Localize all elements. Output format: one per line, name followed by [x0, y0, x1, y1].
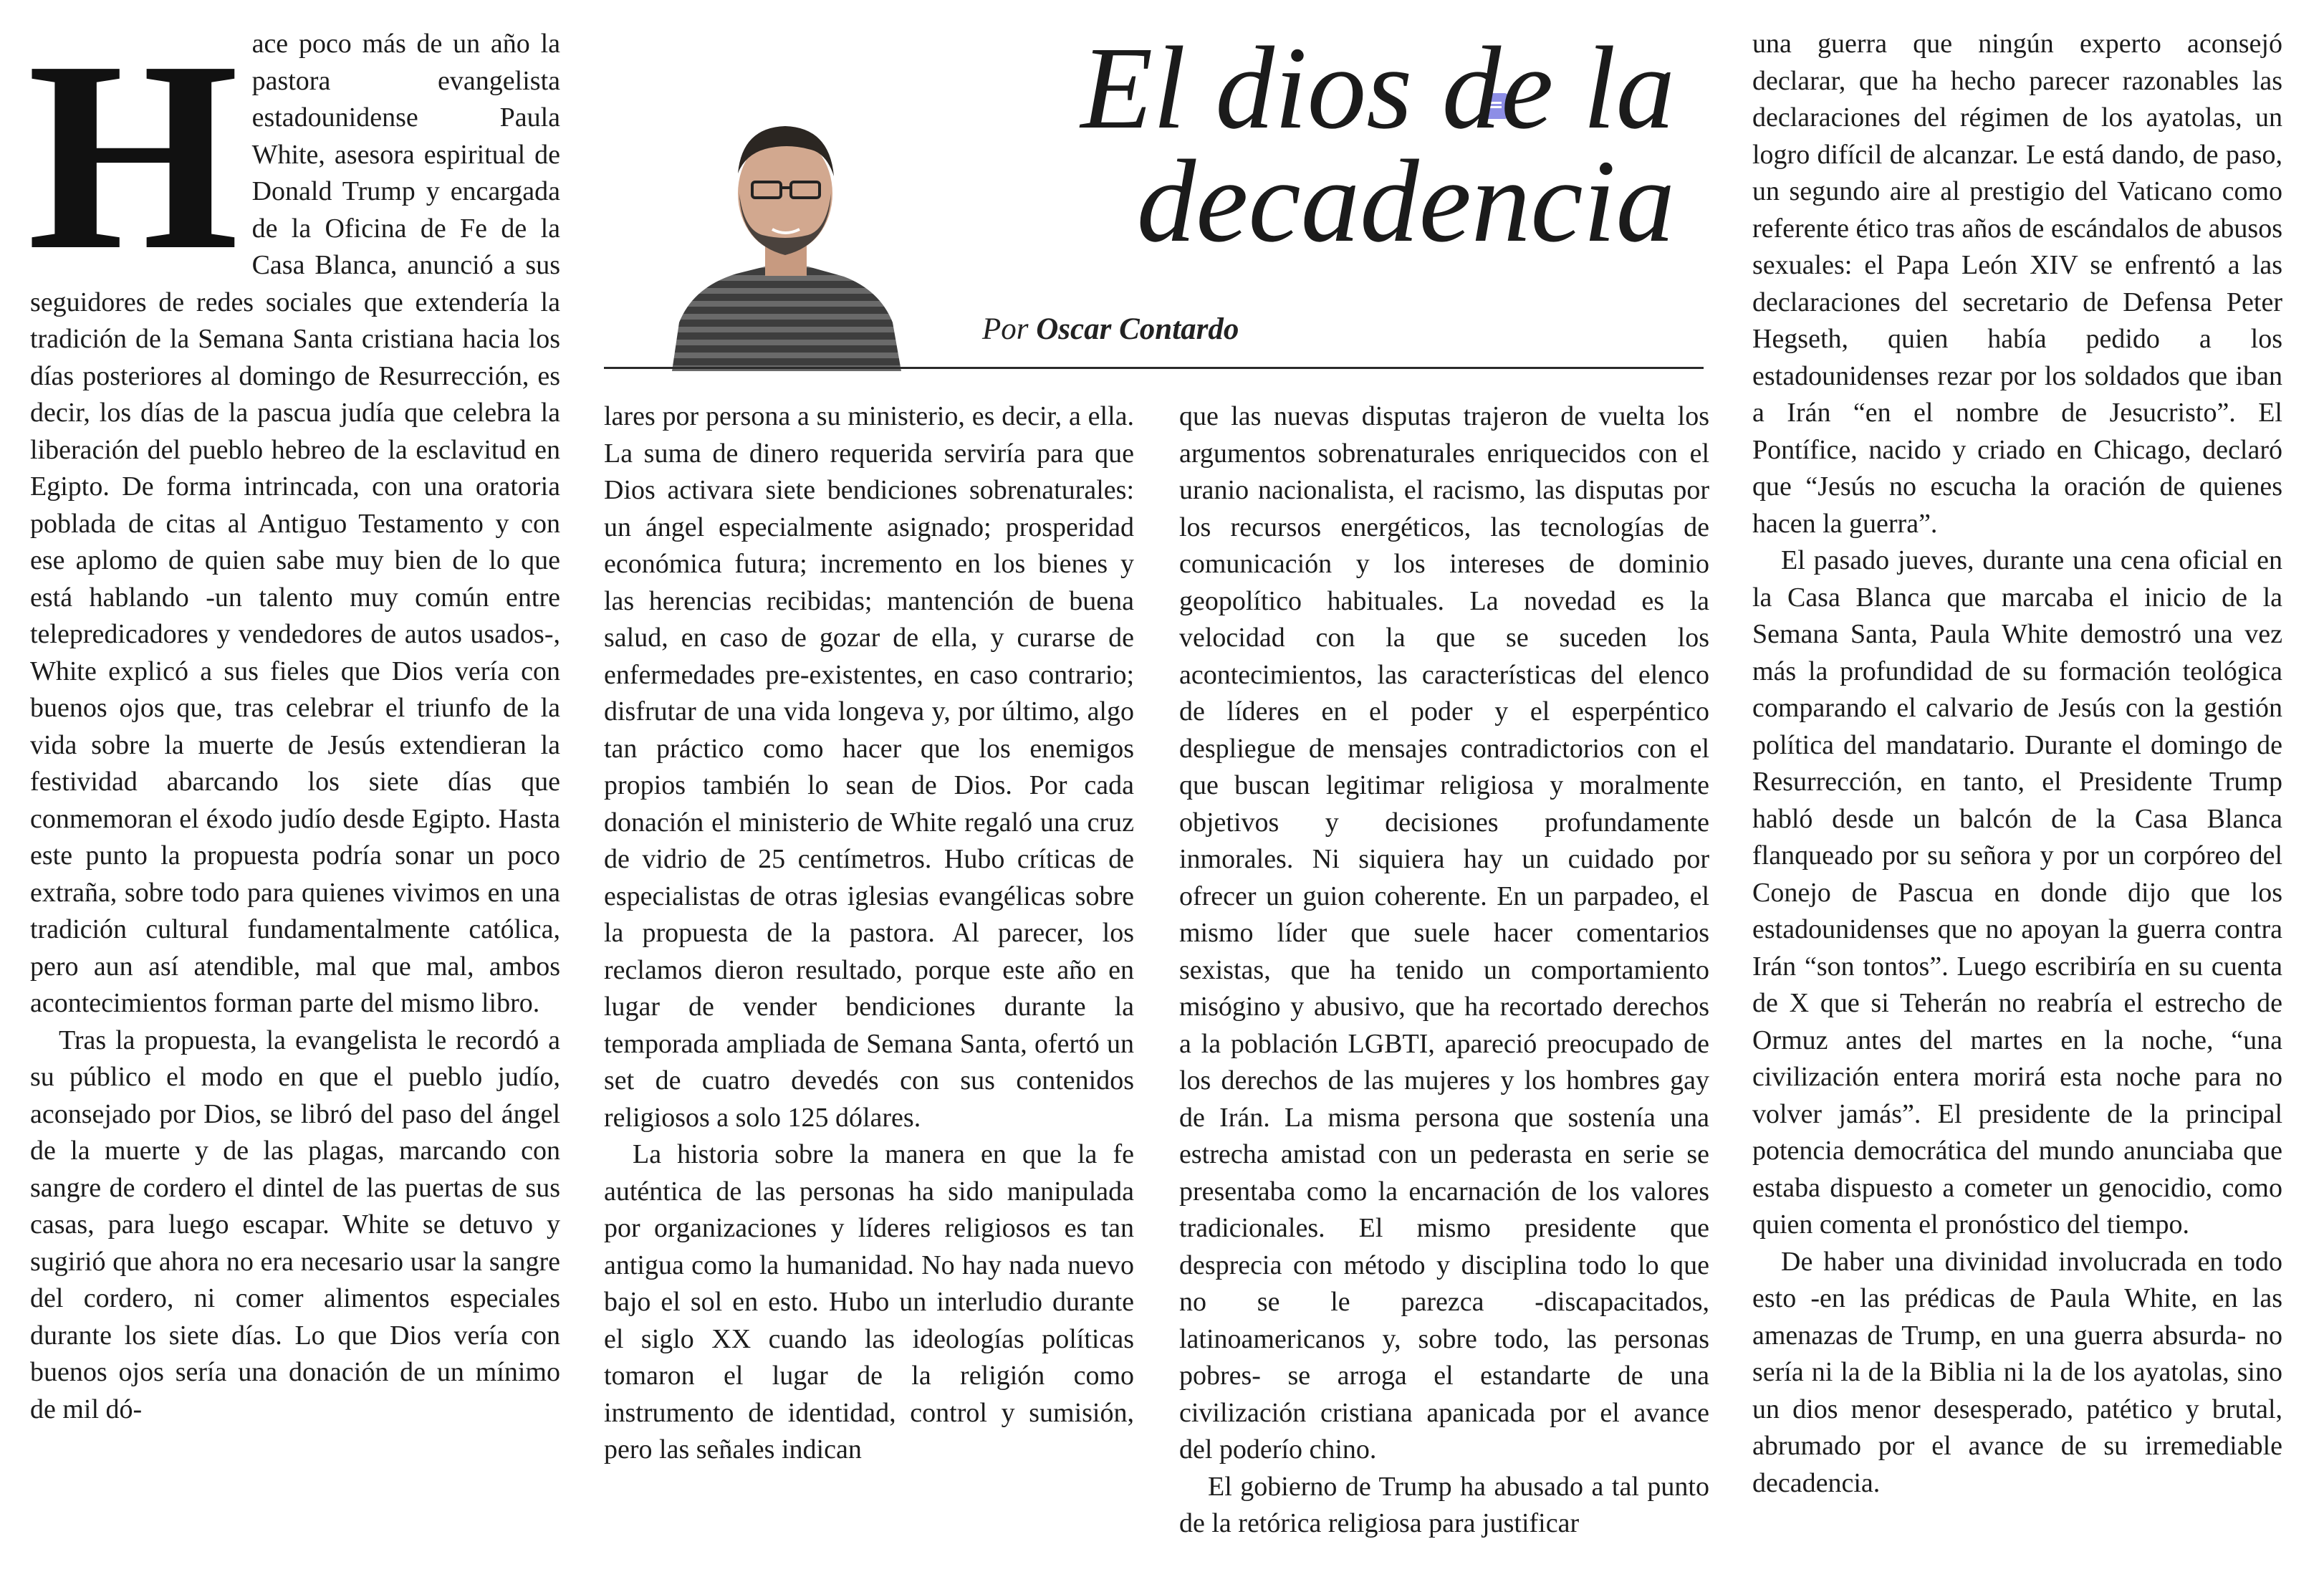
paragraph: una guerra que ningún experto aconsejó declarar, que ha hecho parecer razonables las declaraciones del régimen de los ayatolas, un logro difícil de alcanzar. Le está dando, de paso, un segundo aire al prestigio del Vaticano como referente ético tras años de escándalos de abusos sexuales: el Papa León XIV se enfrentó a las declaraciones del secretario de Defensa Peter Hegseth, quien había pedido a los estadounidenses rezar por los soldados que iban a Irán “en el nombre de Jesucristo”. El Pontífice, nacido y criado en Chicago, declaró que “Jesús no escucha la oración de quienes hacen la guerra”. [1752, 29, 2282, 539]
paragraph: lares por persona a su ministerio, es decir, a ella. La suma de dinero requerida serviría para que Dios activara siete bendiciones sobrenaturales: un ángel especialmente asignado; prosperidad económica futura; incremento en los bienes y las herencias recibidas; mantención de buena salud, en caso de gozar de ella, y curarse de enfermedades pre-existentes, en caso contrario; disfrutar de una vida longeva y, por último, algo tan práctico como hacer que los enemigos propios también lo sean de Dios. Por cada donación el ministerio de White regaló una cruz de vidrio de 25 centímetros. Hubo críticas de especialistas de otras iglesias evangélicas sobre la propuesta de la pastora. Al parecer, los reclamos dieron resultado, porque este año en lugar de vender bendiciones durante la temporada ampliada de Semana Santa, ofertó un set de cuatro devedés con sus contenidos religiosos a solo 125 dólares. [604, 401, 1134, 1133]
byline: Por Oscar Contardo [982, 312, 1239, 346]
article-column-2 [604, 398, 1134, 1469]
paragraph: El pasado jueves, durante una cena oficial en la Casa Blanca que marcaba el inicio de la Semana Santa, Paula White demostró una vez más la profundidad de su formación teológica comparando el calvario de Jesús con la gestión política del mandatario. Durante el domingo de Resurrección, en tanto, el Presidente Trump habló desde un balcón de la Casa Blanca flanqueado por su señora y por un corpóreo del Conejo de Pascua en donde dijo que los estadounidenses que no apoyan la guerra contra Irán “son tontos”. Luego escribiría en su cuenta de X que si Teherán no reabría el estrecho de Ormuz antes del martes en la noche, “una civilización entera morirá esta noche para no volver jamás”. El presidente de la principal potencia democrática del mundo anunciaba que estaba dispuesto a cometer un genocidio, como quien comenta el pronóstico del tiempo. [1752, 545, 2282, 1240]
paragraph: Hace poco más de un año la pastora evangelista estadounidense Paula White, asesora espiritual de Donald Trump y encargada de la Oficina de Fe de la Casa Blanca, anunció a sus seguidores de redes sociales que extendería la tradición de la Semana Santa cristiana hacia los días posteriores al domingo de Resurrección, es decir, los días de la pascua judía que celebra la liberación del pueblo hebreo de la esclavitud en Egipto. De forma intrincada, con una oratoria poblada de citas al Antiguo Testamento y con ese aplomo de quien sabe muy bien de lo que está hablando -un talento muy común entre telepredicadores y vendedores de autos usados-, White explicó a sus fieles que Dios vería con buenos ojos que, tras celebrar el triunfo de la vida sobre la muerte de Jesús extendieran la festividad abarcando los siete días que conmemoran el éxodo judío desde Egipto. Hasta este punto la propuesta podría sonar un poco extraña, sobre todo para quienes vivimos en una tradición cultural fundamentalmente católica, pero aun así atendible, mal que mal, ambos acontecimientos forman parte del mismo libro. [27, 5, 560, 1018]
article-column-4 [1752, 26, 2282, 1502]
author-name: Oscar Contardo [1036, 312, 1239, 346]
paragraph: La historia sobre la manera en que la fe auténtica de las personas ha sido manipulada por organizaciones y líderes religiosos es tan antigua como la humanidad. No hay nada nuevo bajo el sol en esto. Hubo un interludio durante el siglo XX cuando las ideologías políticas tomaron el lugar de la religión como instrumento de identidad, control y sumisión, pero las señales indican [604, 1139, 1134, 1464]
article-column-3 [1179, 398, 1709, 1543]
article-column-1 [27, 5, 560, 1428]
header-rule [604, 367, 1704, 369]
headline: El dios de la decadencia [1080, 22, 1675, 267]
paragraph: que las nuevas disputas trajeron de vuelta los argumentos sobrenaturales enriquecidos con el uranio nacionalista, el racismo, las disputas por los recursos energéticos, las tecnologías de comunicación y los intereses de dominio geopolítico habituales. La novedad es la velocidad con la que se suceden los acontecimientos, las características del elenco de líderes en el poder y el esperpéntico despliegue de mensajes contradictorios con el que buscan legitimar religiosa y moralmente objetivos y decisiones profundamente inmorales. Ni siquiera hay un cuidado por ofrecer un guion coherente. En un parpadeo, el mismo líder que suele hacer comentarios sexistas, que ha tenido un comportamiento misógino y abusivo, que ha recortado derechos a la población LGBTI, apareció preocupado de los derechos de las mujeres y los hombres gay de Irán. La misma persona que sostenía una estrecha amistad con un pederasta en serie se presentaba como la encarnación de los valores tradicionales. El mismo presidente que desprecia con método y disciplina todo lo que no se le parezca -discapacitados, latinoamericanos y, sobre todo, las personas pobres- se arroga el estandarte de una civilización cristiana apanicada por el avance del poderío chino. [1179, 401, 1709, 1464]
paragraph: El gobierno de Trump ha abusado a tal punto de la retórica religiosa para justificar [1179, 1471, 1709, 1538]
dropcap: H [27, 5, 239, 307]
paragraph: Tras la propuesta, la evangelista le recordó a su público el modo en que el pueblo judío, aconsejado por Dios, se libró del paso del ángel de la muerte y de las plagas, marcando con sangre de cordero el dintel de las puertas de sus casas, para luego escapar. White se detuvo y sugirió que ahora no era necesario usar la sangre del cordero, ni comer alimentos especiales durante los siete días. Lo que Dios vería con buenos ojos sería una donación de un mínimo de mil dó- [30, 1025, 560, 1424]
article-header [604, 14, 1704, 371]
author-photo [665, 107, 901, 371]
paragraph: De haber una divinidad involucrada en todo esto -en las prédicas de Paula White, en las amenazas de Trump, en una guerra absurda- no sería ni la de la Biblia ni la de los ayatolas, sino un dios menor desesperado, patético y brutal, abrumado por el avance de su irremediable decadencia. [1752, 1246, 2282, 1498]
